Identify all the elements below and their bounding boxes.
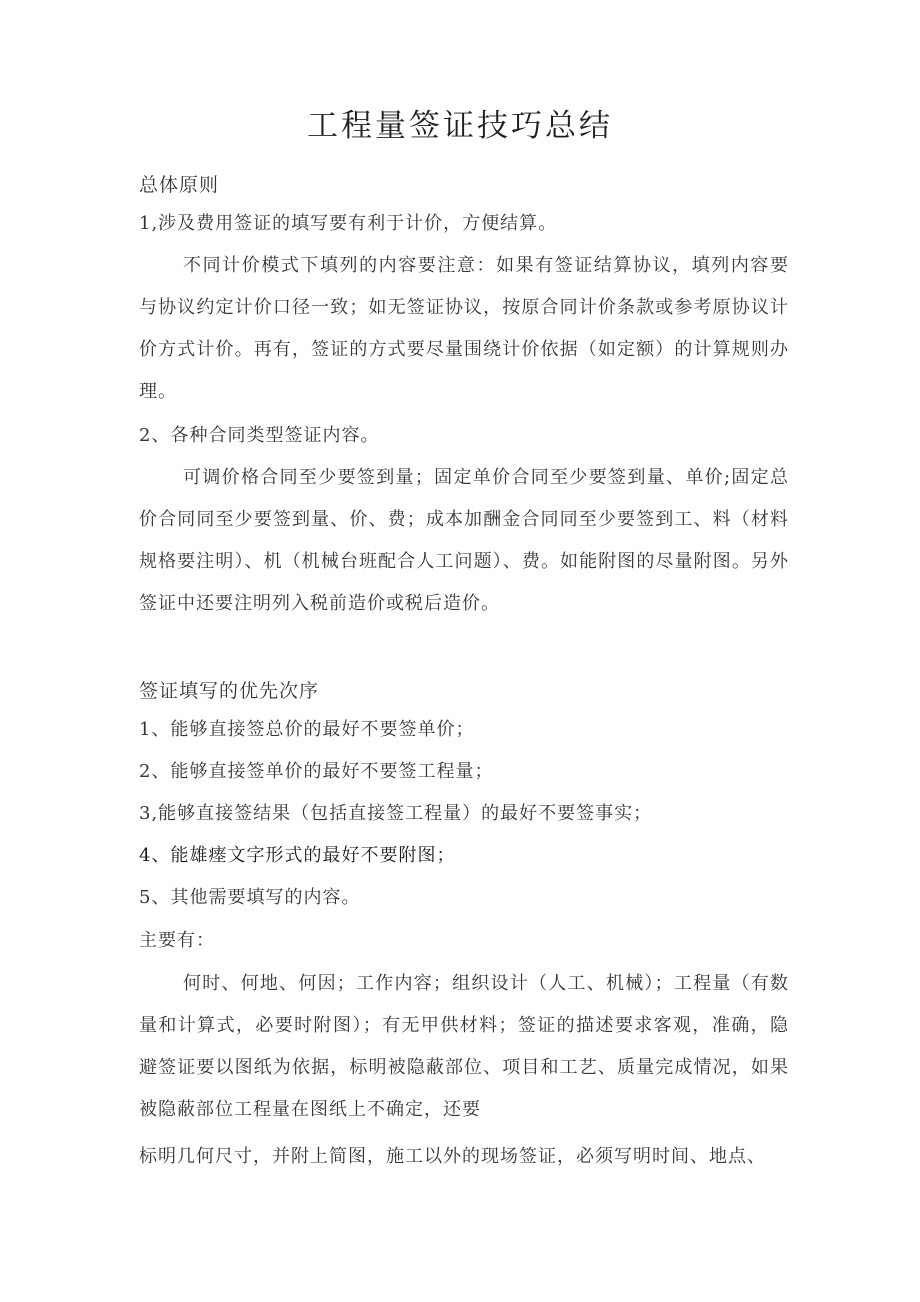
main-contents-paragraph: 何时、何地、何因；工作内容；组织设计（人工、机械）；工程量（有数量和计算式，必要时附图）；有无甲供材料；签证的描述要求客观，准确，隐避签证要以图纸为依据，标明被隐蔽部位、项目和工艺、质量完成情况，如果被隐蔽部位工程量在图纸上不确定，还要 bbox=[139, 973, 789, 1120]
priority-item-4: 4、能雄瘗文字形式的最好不要附图； bbox=[139, 845, 456, 866]
main-contents-continuation: 标明几何尺寸，并附上简图，施工以外的现场签证，必须写明时间、地点、 bbox=[139, 1146, 766, 1167]
principle-item-1: 1,涉及费用签证的填写要有利于计价，方便结算。 bbox=[139, 213, 558, 234]
priority-item-3: 3,能够直接签结果（包括直接签工程量）的最好不要签事实； bbox=[139, 803, 653, 824]
document-title: 工程量签证技巧总结 bbox=[307, 108, 613, 144]
priority-item-5: 5、其他需要填写的内容。 bbox=[139, 887, 361, 908]
main-contents-label: 主要有： bbox=[139, 930, 215, 951]
priority-item-2: 2、能够直接签单价的最好不要签工程量； bbox=[139, 761, 494, 782]
section-heading-priority-order: 签证填写的优先次序 bbox=[139, 680, 320, 702]
principle-item-2: 2、各种合同类型签证内容。 bbox=[139, 425, 380, 446]
priority-item-1: 1、能够直接签总价的最好不要签单价； bbox=[139, 719, 475, 740]
principle-paragraph-2: 可调价格合同至少要签到量；固定单价合同至少要签到量、单价;固定总价合同同至少要签到量、价、费；成本加酬金合同同至少要签到工、料（材料规格要注明）、机（机械台班配合人工问题）、费。如能附图的尽量附图。另外签证中还要注明列入税前造价或税后造价。 bbox=[139, 467, 789, 614]
section-heading-general-principles: 总体原则 bbox=[139, 174, 220, 196]
principle-paragraph-1: 不同计价模式下填列的内容要注意：如果有签证结算协议，填列内容要与协议约定计价口径一致；如无签证协议，按原合同计价条款或参考原协议计价方式计价。再有，签证的方式要尽量围绕计价依据（如定额）的计算规则办理。 bbox=[139, 255, 789, 402]
